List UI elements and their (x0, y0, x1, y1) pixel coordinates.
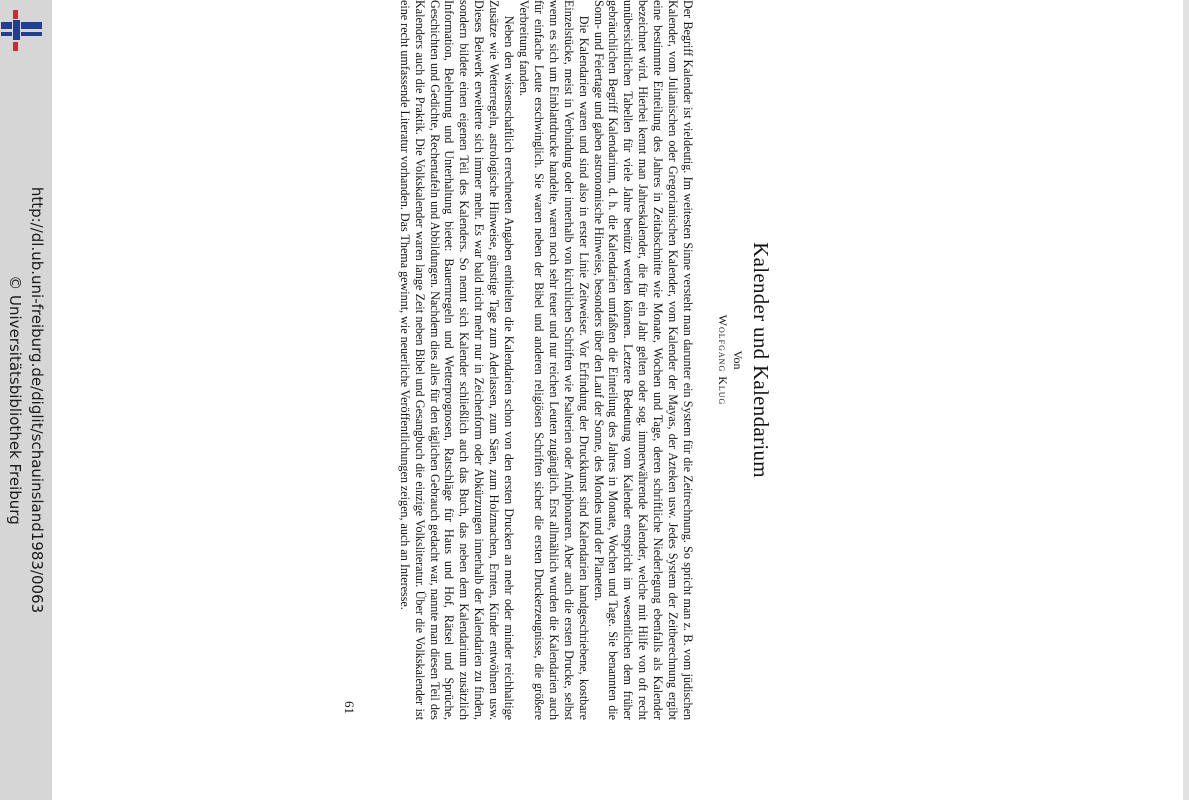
paragraph-2: Die Kalendarien waren und sind also in erster Linie Zeitweiser. Vor Erfindung der Druckkunst sind Kalendarien handgeschriebene, kostbare Einzelstücke, meist in Verbindung oder innerhalb von kirchlichen Schriften wie Psalterien oder Antiphonaren. Aber auch die ersten Drucke, selbst wenn es sich um Einblattdrucke handelte, waren noch sehr teuer und nur reichen Leuten zugänglich. Erst allmählich wurden die Kalendarien auch für einfache Leute erschwinglich. Sie waren neben der Bibel und anderen religiösen Schriften sicher die ersten Druckerzeugnisse, die größere Verbreitung fanden. (517, 0, 591, 720)
page-edge (1183, 0, 1189, 800)
author-name: Wolfgang Klug (716, 314, 731, 406)
article-title: Kalender und Kalendarium (749, 242, 774, 478)
byline-von: Von (731, 350, 746, 370)
viewer-sidebar (0, 0, 52, 800)
scanned-page (341, 0, 774, 720)
source-citation (4, 0, 48, 800)
page-number: 61 (341, 701, 357, 714)
source-url[interactable]: http://dl.ub.uni-freiburg.de/diglit/schauinsland1983/0063 (28, 186, 46, 614)
paragraph-1: Der Begriff Kalender ist vieldeutig. Im weitesten Sinne versteht man darunter ein System für die Zeitrechnung. So spricht man z. B. vom jüdischen Kalender, vom Julianischen oder Gregorianischen Kalender, vom Kalender der Mayas, der Azteken usw. Jedes System der Zeitberechnung ergibt eine bestimmte Einteilung des Jahres in Zeitabschnitte wie Monate, Wochen und Tage, deren schriftliche Niederlegung ebenfalls als Kalender bezeichnet wird. Hierbei kennt man Jahreskalender, die für ein Jahr gelten oder sog. immerwährende Kalender, welche mit Hilfe von oft recht unübersichtlichen Tabellen für viele Jahre benützt werden können. Letztere Bedeutung vom Kalender entspricht im wesentlichen dem früher gebräuchlichen Begriff Kalendarium, d. h. die Kalendarien umfaßten die Einteilung des Jahres in Monate, Wochen und Tage. Sie benannten die Sonn- und Feiertage und gaben astronomische Hinweise, besonders über den Lauf der Sonne, des Mondes und der Planeten. (591, 0, 696, 720)
copyright-notice: © Universitätsbibliothek Freiburg (6, 275, 24, 525)
paragraph-3: Neben den wissenschaftlich errechneten Angaben enthielten die Kalendarien schon von den ersten Drucken an mehr oder minder reichhaltige Zusätze wie Wetterregeln, astrologische Hinweise, günstige Tage zum Aderlassen, zum Säen, zum Holzmachen, Ernten, Kinder entwöhnen usw. Dieses Beiwerk erweiterte sich immer mehr. Es war bald nicht mehr nur in Zeichenform oder Abkürzungen innerhalb der Kalendarien zu finden, sondern bildete einen eigenen Teil des Kalenders. So nennt sich Kalender schließlich auch das Buch, das neben dem Kalendarium zusätzlich Information, Belehrung und Unterhaltung bietet: Bauernregeln und Wetterprognosen, Ratschläge für Haus und Hof, Rätsel und Sprüche, Geschichten und Gedichte, Rechentafeln und Abbildungen. Nachdem dies alles für den täglichen Gebrauch gedacht war, nannte man diesen Teil des Kalenders auch die Praktik. Die Volkskalender waren lange Zeit neben Bibel und Gesangbuch die einzige Volksliteratur. Über die Volkskalender ist eine recht umfassende Literatur vorhanden. Das Thema gewinnt, wie neuerliche Veröffentlichungen zeigen, auch an Interesse. (397, 0, 517, 720)
